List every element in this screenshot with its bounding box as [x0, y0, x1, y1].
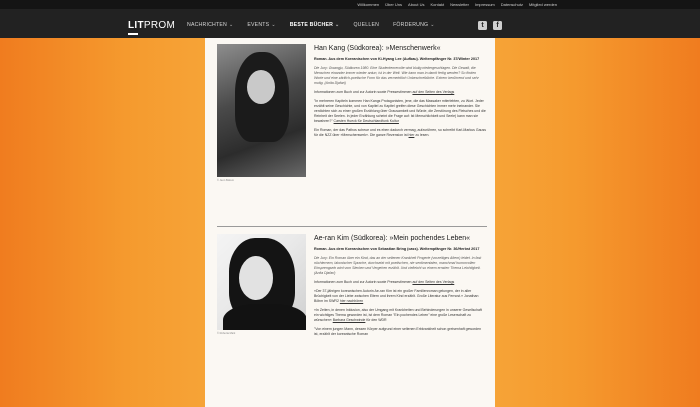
book-text [314, 44, 486, 138]
review-link[interactable]: Barbara Geschwinde [332, 318, 366, 323]
nav-item-foerderung[interactable]: FÖRDERUNG ⌄ [393, 22, 435, 28]
main-content [205, 38, 495, 407]
review-paragraph: "Von einem jungen Mann, dessen Körper aufgrund einer seltenen Erbkrankheit schon greisenhaft geworden ist, erzählt der koreanische Roman [314, 327, 482, 337]
topbar-link-kontakt[interactable]: Kontakt [430, 2, 445, 7]
author-photo [217, 44, 306, 177]
entry-divider [217, 226, 487, 227]
topbar-link-ueber-uns[interactable]: Über Uns [385, 2, 403, 7]
social-links [478, 21, 502, 30]
book-meta: Roman. Aus dem Koreanischen von Ki-Hyang Lee (Aufbau). Weltempfänger Nr. 37/Winter 2017 [314, 57, 480, 61]
chevron-down-icon: ⌄ [271, 22, 276, 28]
author-photo [217, 234, 306, 330]
jury-quote: Die Jury: Ein Roman über ein Kind, das an der seltenen Krankheit Progerie (vorzeitiges Altern) leidet. In fast nüchternem, lakonischer Sprache, durchsetzt mit poetischen, nie sentimentalen, manchmal humorvollen Einsprengseln wird vom Sterben und Vergehen erzählt. Und vielleicht so einem ernsten Thema Leichtigkeit. (Anita Djafari) [314, 256, 482, 276]
publisher-link[interactable]: auf den Seiten des Verlags [412, 90, 455, 95]
chevron-down-icon: ⌄ [430, 22, 435, 28]
nav-item-beste-buecher[interactable]: BESTE BÜCHER ⌄ [289, 22, 340, 28]
twitter-icon[interactable]: t [478, 21, 487, 30]
top-utility-bar [0, 0, 700, 9]
info-paragraph: Informationen zum Buch und zur Autorin sowie Pressestimmen auf den Seiten des Verlags [314, 90, 455, 95]
main-navbar [0, 9, 700, 38]
nav-item-nachrichten[interactable]: NACHRICHTEN ⌄ [187, 22, 234, 28]
nav-item-events[interactable]: EVENTS ⌄ [247, 22, 276, 28]
review-link[interactable]: Carsten Hueck für Deutschlandfunk Kultur [333, 119, 399, 124]
book-meta: Roman. Aus dem Koreanischen von Sebastian Bring (cass). Weltempfänger Nr. 36/Herbst 2017 [314, 247, 480, 251]
topbar-link-about-us[interactable]: About Us [408, 2, 425, 7]
review-paragraph: Ein Roman, der das Pathos scheue und es eben dadurch vermag, aufzurühren, so schreibt Karl-Markus Gauss für die NZZ über »Menschenwerk«. Die ganze Rezension ist hier zu lesen. [314, 128, 486, 138]
review-link[interactable]: hier nachhören [339, 299, 364, 304]
photo-credit: © Jeon Bokum [217, 179, 235, 182]
info-paragraph: Informationen zum Buch und zur Autorin sowie Pressestimmen auf den Seiten des Verlags [314, 280, 455, 285]
topbar-link-mitglied-werden[interactable]: Mitglied werden [528, 2, 557, 7]
review-link[interactable]: hier [408, 133, 415, 138]
publisher-link[interactable]: auf den Seiten des Verlags [412, 280, 455, 285]
photo-credit: © Roberta Mark [217, 332, 236, 335]
review-paragraph: »In Zeiten, in denen Inklusion, also der Umgang mit Krankheiten und Behinderungen in unserer Gesellschaft ein wichtiges Thema geworden ist, ist dem Roman "Ein pochendes Leben" eine große Leserschaft zu wünschen« Barbara Geschwinde für den WDR [314, 308, 482, 323]
logo-underline [128, 33, 138, 35]
topbar-link-willkommen[interactable]: Willkommen [357, 2, 380, 7]
book-title: Ae-ran Kim (Südkorea): »Mein pochendes Leben« [314, 235, 471, 242]
topbar-link-newsletter[interactable]: Newsletter [450, 2, 469, 7]
topbar-link-impressum[interactable]: Impressum [474, 2, 495, 7]
book-title: Han Kang (Südkorea): »Menschenwerk« [314, 45, 441, 52]
jury-quote: Die Jury: Gwangju, Südkorea 1980. Eine Studentenrevolte wird blutig niedergeschlagen. Die Gewalt, die Menschen einander immer wieder antun, ist in der Welt. Wie kann man in damit fertig werden? So finden Worte und eine zärtlich-poetische Form für das vermeintlich Unbeschreibliche. Extrem berührend und sehr mutig. (Anita Djafari) [314, 66, 479, 86]
review-paragraph: "In mehreren Kapiteln kommen Han Kangs Protagonisten, jene, die das Massaker miterlebten, zu Wort. Jeder erzählt seine Geschichte, und von Kapitel zu Kapitel greifen diese Geschichten immer mehr ineinander. Sie verdichten sich zu einer großen Erzählung über Grausamkeit und Würde, die Zerstörung des Fleisches und die Reinheit der Seelen. In jeder Erzählung scheint die Frage auf: Ist Menschlichkeit und Seele) kann man sie bewahren?" Carsten Hueck für Deutschlandfunk Kultur [314, 99, 486, 124]
topbar-link-datenschutz[interactable]: Datenschutz [500, 2, 523, 7]
facebook-icon[interactable]: f [493, 21, 502, 30]
primary-nav [187, 22, 435, 28]
nav-item-quellen[interactable]: QUELLEN [353, 22, 380, 28]
book-text [314, 234, 486, 337]
chevron-down-icon: ⌄ [335, 22, 340, 28]
litprom-logo[interactable]: LITPROM [128, 20, 176, 31]
review-paragraph: »Der 37-jährigen koreanischen Autorin Ae-ran Kim ist ein großer Familienroman gelungen, der in aller Brüchigkeit von der Liebe zwischen Eltern und ihrem Kind erzählt. Große Literatur aus Fernost.« Jonathan Böhm im SWR2 hier nachhören [314, 289, 479, 304]
chevron-down-icon: ⌄ [228, 22, 234, 28]
